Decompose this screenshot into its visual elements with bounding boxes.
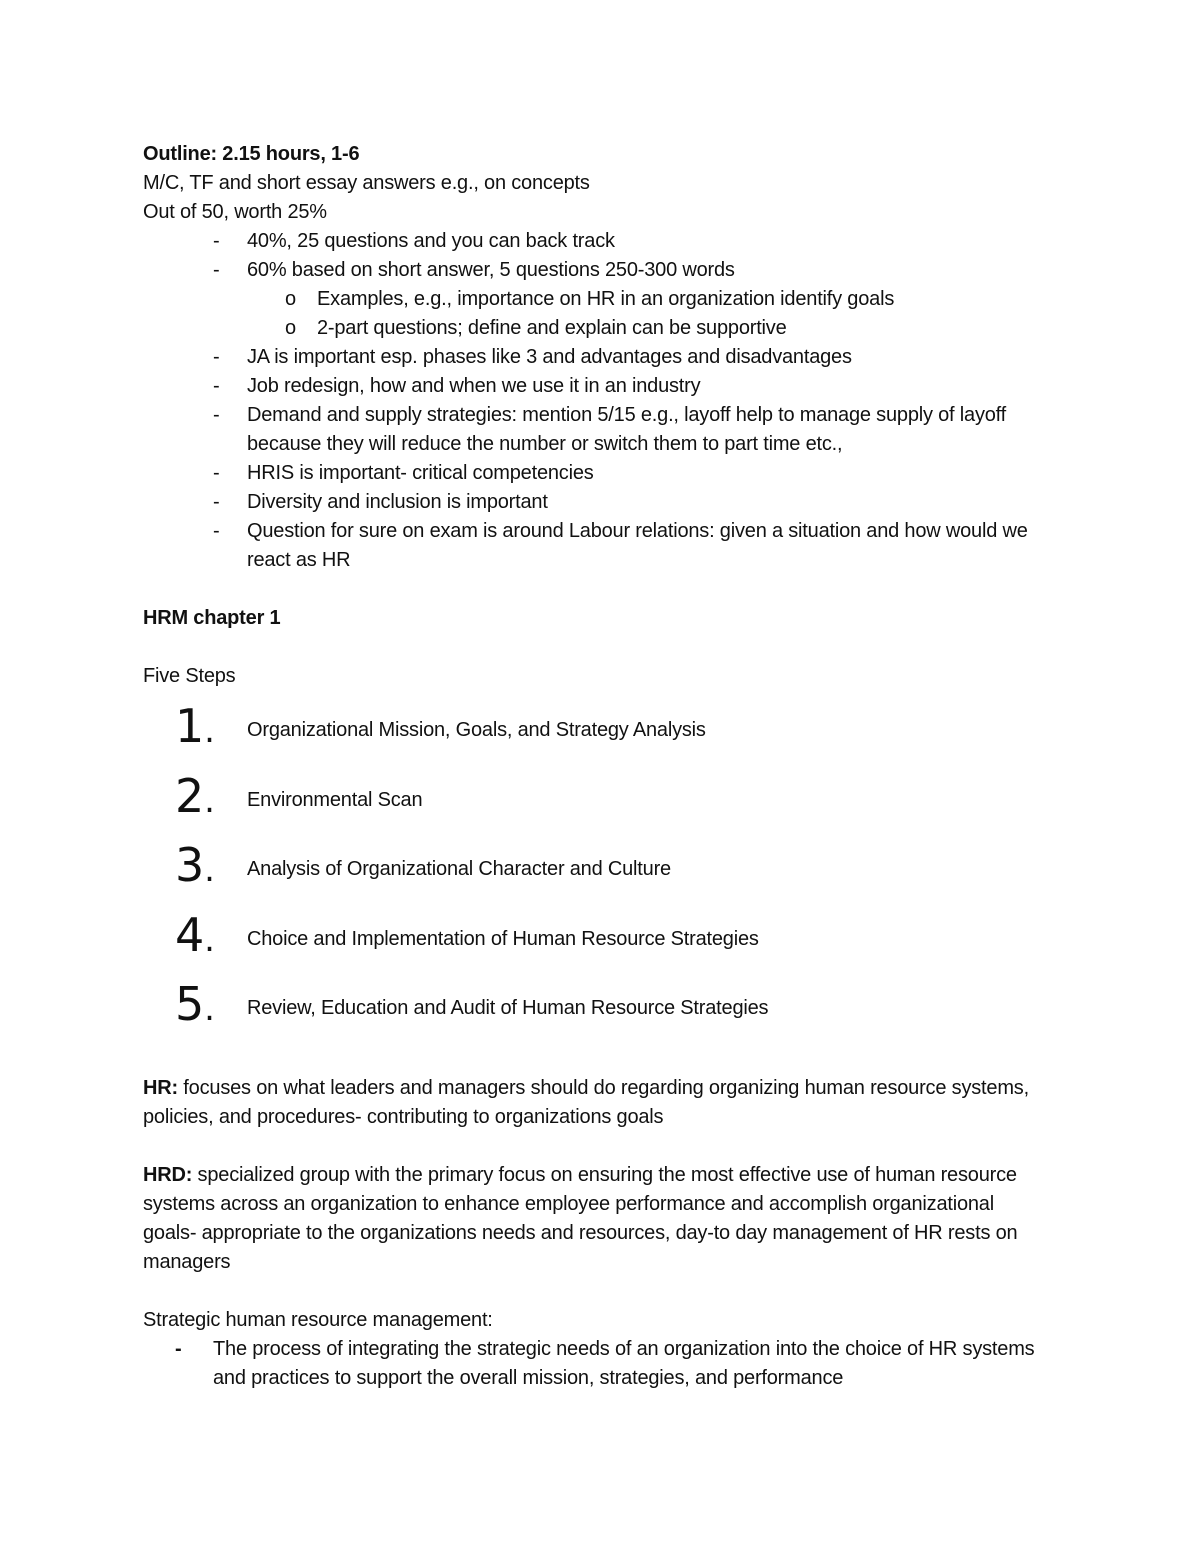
five-steps-label: Five Steps (143, 665, 236, 687)
list-item (213, 343, 1043, 372)
step-item (143, 977, 1043, 1047)
step-number: 3. (175, 838, 215, 892)
step-number: 2. (175, 768, 215, 823)
step-text: Organizational Mission, Goals, and Strategy Analysis (247, 719, 706, 741)
outline-line-score: Out of 50, worth 25% (143, 201, 327, 223)
bullet-text: Question for sure on exam is around Labour relations: given a situation and how would we react as HR (247, 520, 1028, 571)
circle-marker: o (285, 317, 296, 339)
list-item (285, 285, 1043, 314)
hr-definition (143, 1074, 1043, 1132)
spacer (143, 575, 1043, 604)
sub-bullet-text: Examples, e.g., importance on HR in an organization identify goals (317, 288, 895, 310)
list-item (213, 459, 1043, 488)
dash-marker: - (213, 520, 220, 542)
five-steps-list (143, 699, 1043, 1047)
step-text: Analysis of Organizational Character and Culture (247, 858, 671, 880)
bullet-text: HRIS is important- critical competencies (247, 462, 594, 484)
dash-marker: - (175, 1337, 182, 1360)
hrd-term: HRD: (143, 1163, 193, 1186)
list-item (213, 488, 1043, 517)
spacer (143, 1047, 1043, 1074)
shrm-heading: Strategic human resource management: (143, 1308, 493, 1331)
shrm-bullet-list (143, 1335, 1043, 1393)
dash-marker: - (213, 346, 220, 368)
dash-marker: - (213, 259, 220, 281)
step-item (143, 838, 1043, 908)
step-item (143, 769, 1043, 839)
bullet-text: Demand and supply strategies: mention 5/15 e.g., layoff help to manage supply of layoff because they will reduce the number or switch them to part time etc., (247, 404, 1007, 455)
bullet-text: Diversity and inclusion is important (247, 491, 548, 513)
list-item (213, 256, 1043, 343)
step-number: 5. (175, 977, 215, 1031)
dash-marker: - (213, 375, 220, 397)
list-item (213, 517, 1043, 575)
shrm-bullet-text: The process of integrating the strategic needs of an organization into the choice of HR systems and practices to support the overall mission, strategies, and performance (213, 1337, 1035, 1389)
hr-text: focuses on what leaders and managers should do regarding organizing human resource systems, policies, and procedures- contributing to organizations goals (143, 1076, 1029, 1128)
bullet-text: Job redesign, how and when we use it in an industry (247, 375, 701, 397)
list-item (213, 227, 1043, 256)
dash-marker: - (213, 404, 220, 426)
dash-marker: - (213, 491, 220, 513)
sub-bullet-list (247, 285, 1043, 343)
step-item (143, 908, 1043, 978)
circle-marker: o (285, 288, 296, 310)
spacer (143, 633, 1043, 662)
bullet-text: 40%, 25 questions and you can back track (247, 230, 615, 252)
outline-bullet-list (143, 227, 1043, 575)
list-item (285, 314, 1043, 343)
step-number: 4. (175, 907, 215, 962)
bullet-text: 60% based on short answer, 5 questions 250-300 words (247, 259, 735, 281)
hr-term: HR: (143, 1076, 178, 1099)
bullet-text: JA is important esp. phases like 3 and advantages and disadvantages (247, 346, 852, 368)
sub-bullet-text: 2-part questions; define and explain can be supportive (317, 317, 787, 339)
outline-heading: Outline: 2.15 hours, 1-6 (143, 143, 360, 165)
list-item (213, 401, 1043, 459)
step-text: Environmental Scan (247, 788, 423, 811)
spacer (143, 1277, 1043, 1306)
list-item (213, 372, 1043, 401)
chapter-heading: HRM chapter 1 (143, 607, 281, 629)
dash-marker: - (213, 462, 220, 484)
document-content (143, 140, 1043, 1393)
spacer (143, 1132, 1043, 1161)
list-item (175, 1335, 1043, 1393)
step-number: 1. (175, 699, 215, 753)
dash-marker: - (213, 230, 220, 252)
step-text: Review, Education and Audit of Human Resource Strategies (247, 997, 769, 1019)
step-text: Choice and Implementation of Human Resource Strategies (247, 927, 759, 950)
step-item (143, 699, 1043, 769)
hrd-text: specialized group with the primary focus on ensuring the most effective use of human resource systems across an organization to enhance employee performance and accomplish organizational goals- appropriate to the organizations needs and resources, day-to day management of HR rests on managers (143, 1163, 1018, 1273)
hrd-definition (143, 1161, 1043, 1277)
outline-line-format: M/C, TF and short essay answers e.g., on concepts (143, 172, 590, 194)
